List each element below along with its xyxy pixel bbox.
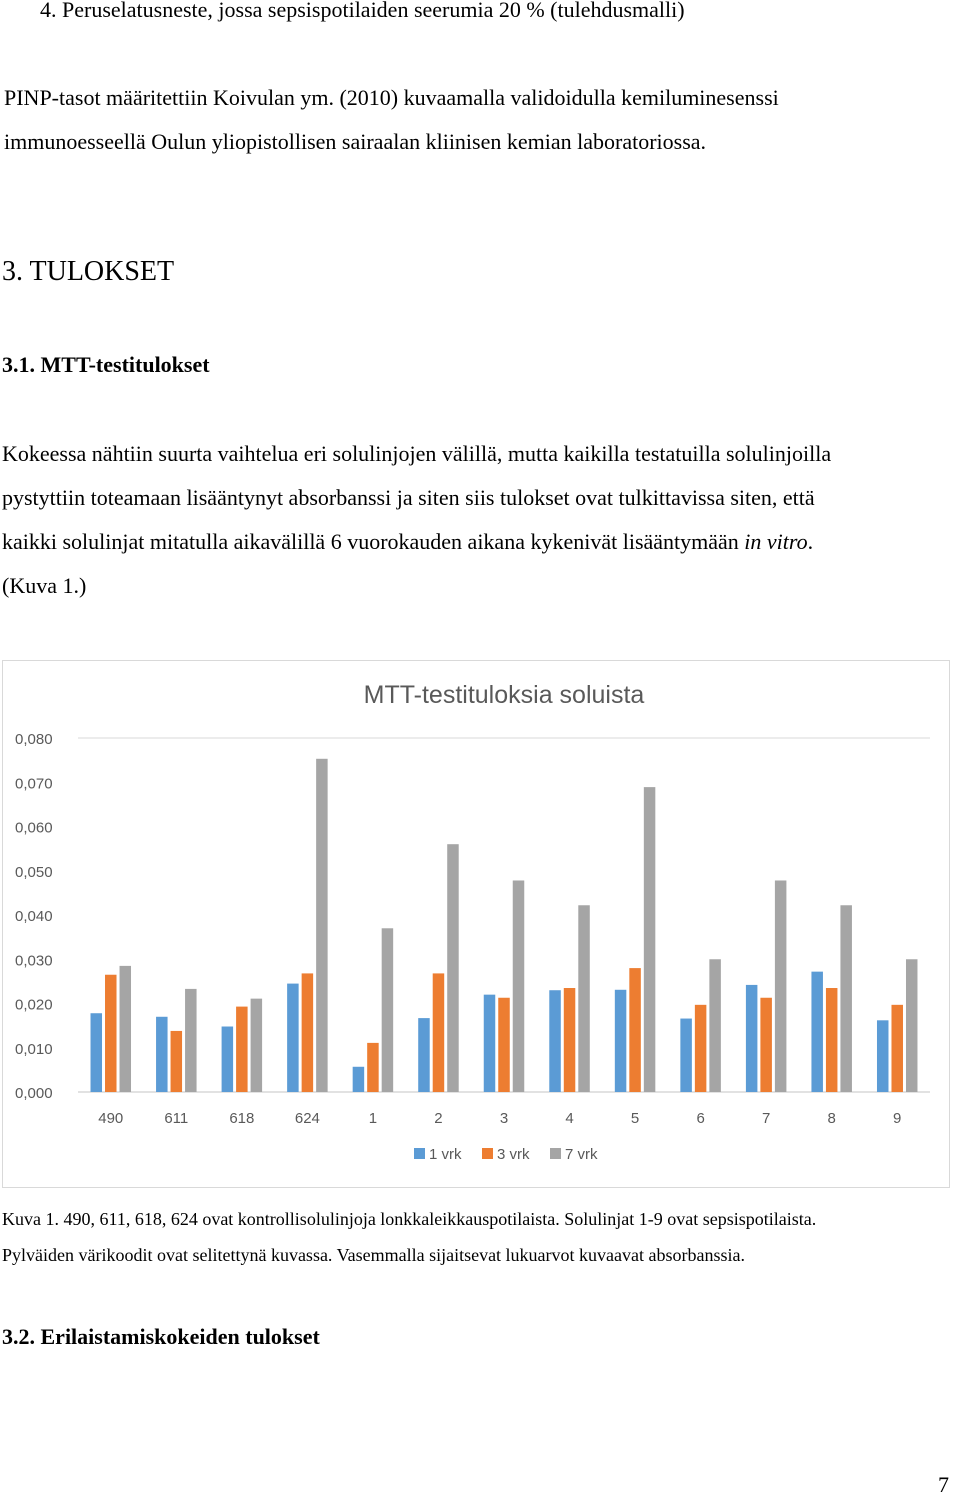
bar-7-vrk-2 [447, 844, 459, 1092]
paragraph-line: PINP-tasot määritettiin Koivulan ym. (2010) kuvaamalla validoidulla kemiluminesenssi [4, 85, 779, 110]
figure-caption-line: Kuva 1. 490, 611, 618, 624 ovat kontrollisolulinjoja lonkkaleikkauspotilaista. Solulinjat 1-9 ovat sepsispotilaista. [2, 1209, 817, 1229]
paragraph-line: kaikki solulinjat mitatulla aikavälillä 6 vuorokauden aikana kykenivät lisääntymään in vitro. [2, 529, 814, 554]
paragraph-line: pystyttiin toteamaan lisääntynyt absorbanssi ja siten siis tulokset ovat tulkittavissa siten, että [2, 485, 815, 510]
bar-7-vrk-1 [382, 928, 394, 1092]
subsection-heading: 3.1. MTT-testitulokset [2, 352, 210, 377]
bar-1-vrk-2 [418, 1018, 430, 1092]
bar-3-vrk-5 [629, 968, 641, 1092]
page-number: 7 [938, 1472, 949, 1497]
bar-1-vrk-9 [877, 1020, 889, 1092]
bar-7-vrk-8 [840, 905, 852, 1092]
y-tick-label: 0,000 [15, 1085, 53, 1102]
x-tick-label: 5 [630, 1110, 640, 1127]
bar-chart [3, 661, 951, 1189]
bar-3-vrk-2 [433, 973, 445, 1092]
bar-7-vrk-9 [906, 959, 918, 1092]
bar-3-vrk-9 [891, 1005, 903, 1092]
x-tick-label: 4 [565, 1110, 574, 1127]
bar-3-vrk-8 [826, 988, 838, 1092]
x-tick-label: 3 [499, 1110, 509, 1127]
bar-1-vrk-618 [222, 1027, 234, 1092]
legend-label: 3 vrk [497, 1146, 530, 1163]
paragraph-line: Kokeessa nähtiin suurta vaihtelua eri solulinjojen välillä, mutta kaikilla testatuilla solulinjoilla [2, 441, 832, 466]
x-tick-label: 611 [164, 1110, 189, 1127]
x-tick-label: 624 [294, 1110, 320, 1127]
bar-3-vrk-6 [695, 1005, 707, 1092]
bar-1-vrk-1 [353, 1067, 365, 1092]
legend-label: 1 vrk [429, 1146, 462, 1163]
bar-1-vrk-5 [615, 990, 627, 1092]
y-tick-label: 0,020 [15, 996, 53, 1014]
x-tick-label: 7 [761, 1110, 771, 1127]
bar-7-vrk-5 [644, 787, 656, 1092]
y-tick-label: 0,030 [15, 952, 53, 970]
figure-caption-line: Pylväiden värikoodit ovat selitettynä kuvassa. Vasemmalla sijaitsevat lukuarvot kuvaavat absorbanssia. [2, 1245, 745, 1265]
paragraph-line: (Kuva 1.) [2, 573, 87, 598]
x-tick-label: 6 [696, 1110, 705, 1127]
bar-1-vrk-490 [91, 1013, 103, 1092]
y-tick-label: 0,080 [15, 731, 53, 748]
chart-container [2, 660, 950, 1188]
next-section-heading: 3.2. Erilaistamiskokeiden tulokset [2, 1324, 320, 1349]
legend-swatch [482, 1148, 493, 1159]
section-heading: 3. TULOKSET [2, 256, 175, 287]
bar-1-vrk-8 [811, 972, 823, 1092]
bar-1-vrk-7 [746, 985, 758, 1092]
bar-7-vrk-611 [185, 989, 197, 1092]
x-tick-label: 9 [893, 1110, 902, 1127]
bar-3-vrk-624 [302, 973, 314, 1092]
x-tick-label: 8 [827, 1110, 836, 1127]
emphasis-in-vitro: in vitro [744, 529, 808, 554]
bar-7-vrk-6 [709, 959, 721, 1092]
list-item-4: 4. Peruselatusneste, jossa sepsispotilaiden seerumia 20 % (tulehdusmalli) [40, 0, 685, 22]
y-tick-label: 0,010 [15, 1040, 53, 1058]
bar-3-vrk-1 [367, 1043, 379, 1092]
y-tick-label: 0,060 [15, 819, 53, 837]
bar-7-vrk-3 [513, 880, 525, 1092]
legend-swatch [414, 1148, 425, 1159]
bar-3-vrk-618 [236, 1007, 248, 1092]
x-tick-label: 1 [368, 1110, 378, 1127]
bar-3-vrk-4 [564, 988, 576, 1092]
legend-swatch [550, 1148, 561, 1159]
y-tick-label: 0,050 [15, 863, 53, 881]
bar-7-vrk-7 [775, 880, 787, 1092]
bar-7-vrk-4 [578, 905, 590, 1092]
bar-3-vrk-3 [498, 998, 510, 1092]
bar-7-vrk-624 [316, 759, 328, 1092]
bar-1-vrk-4 [549, 990, 561, 1092]
x-tick-label: 2 [434, 1110, 443, 1127]
x-tick-label: 490 [98, 1110, 124, 1127]
y-tick-label: 0,040 [15, 908, 53, 925]
bar-7-vrk-490 [120, 966, 131, 1092]
bar-1-vrk-611 [156, 1017, 168, 1092]
legend-label: 7 vrk [565, 1146, 598, 1163]
paragraph-line: immunoesseellä Oulun yliopistollisen sairaalan kliinisen kemian laboratoriossa. [4, 129, 707, 154]
bar-3-vrk-611 [171, 1031, 183, 1092]
bar-7-vrk-618 [251, 999, 263, 1092]
bar-1-vrk-6 [680, 1019, 692, 1092]
bar-3-vrk-7 [760, 998, 772, 1092]
bar-3-vrk-490 [105, 975, 117, 1092]
bar-1-vrk-3 [484, 995, 496, 1092]
y-tick-label: 0,070 [15, 775, 53, 793]
bar-1-vrk-624 [287, 984, 299, 1092]
x-tick-label: 618 [229, 1110, 255, 1127]
chart-title: MTT-testituloksia soluista [363, 681, 645, 709]
